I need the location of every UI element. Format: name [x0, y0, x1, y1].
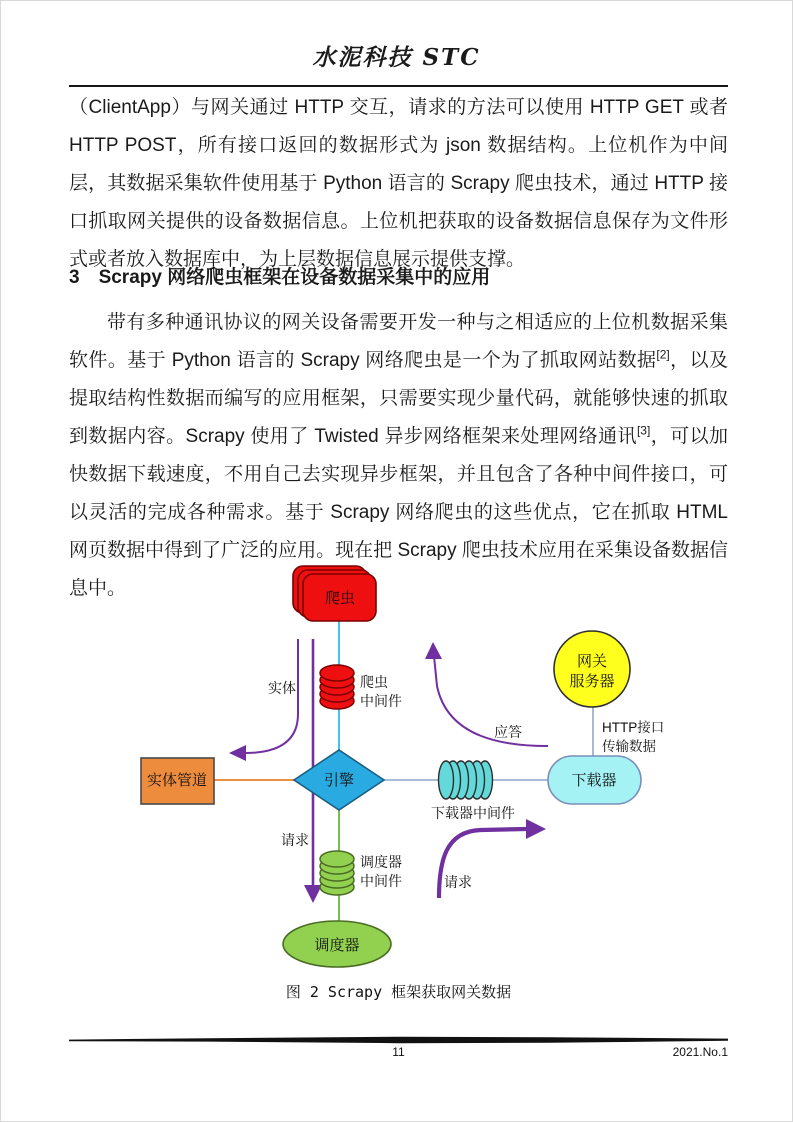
scrapy-framework-diagram — [1, 556, 793, 981]
gateway-label-line1: 网关 — [576, 653, 608, 670]
header-rule — [69, 85, 728, 87]
request-up-arrowhead — [526, 819, 546, 839]
footer-rule — [69, 1035, 728, 1045]
reference-marker-3: [3] — [636, 423, 651, 438]
downloader-label: 下载器 — [571, 772, 617, 789]
item-pipeline-label: 实体管道 — [146, 772, 208, 789]
scheduler-label: 调度器 — [314, 937, 360, 954]
scheduler-middleware-label-line1: 调度器 — [360, 854, 402, 870]
http-label-line2: 传输数据 — [602, 739, 656, 754]
issue-label: 2021.No.1 — [672, 1045, 728, 1059]
page-number: 11 — [392, 1045, 405, 1059]
gateway-label-line2: 服务器 — [569, 673, 615, 690]
response-arrowhead — [425, 642, 442, 659]
figure-caption: 图 2 Scrapy 框架获取网关数据 — [285, 983, 512, 1001]
footer — [69, 1045, 728, 1061]
item-flow-arrowhead — [229, 745, 246, 761]
engine-label: 引擎 — [323, 772, 355, 789]
spider-label: 爬虫 — [324, 590, 356, 607]
response-arrow — [434, 656, 548, 746]
item-flow-label: 实体 — [268, 680, 296, 696]
spider-middleware-label-line2: 中间件 — [360, 693, 402, 709]
downloader-middleware-label: 下载器中间件 — [431, 805, 515, 821]
http-label-line1: HTTP接口 — [602, 720, 665, 735]
paragraph-1 — [69, 89, 728, 279]
spider-middleware-label-line1: 爬虫 — [360, 674, 388, 690]
paragraph-2-text-b: ，以及提取结构性数据而编写的应用框架，只需要实现少量代码，就能够快速的抓取到数据内容。Scrapy 使用了 Twisted 异步网络框架来处理网络通讯 — [69, 350, 728, 447]
request-down-label: 请求 — [281, 832, 309, 848]
section-heading: 3 Scrapy 网络爬虫框架在设备数据采集中的应用 — [69, 267, 491, 288]
reference-marker-2: [2] — [656, 347, 670, 362]
scheduler-middleware-label-line2: 中间件 — [360, 873, 402, 889]
journal-header-title: 水泥科技 STC — [312, 44, 481, 71]
scrapy-framework-figure — [1, 556, 793, 981]
scheduler-middleware-node — [320, 851, 354, 895]
downloader-middleware-node — [439, 761, 493, 799]
paragraph-1-text: （ClientApp）与网关通过 HTTP 交互，请求的方法可以使用 HTTP GET 或者 HTTP POST，所有接口返回的数据形式为 json 数据结构。上位机作为中间层，其数据采集软件使用基于 Python 语言的 Scrapy 爬虫技术，通过 HTTP 接口抓取网关提供的设备数据信息。上位机把获取的设备数据信息保存为文件形式或者放入数据库中，为上层数据信息展示提供支撑。 — [69, 97, 728, 270]
spider-middleware-node — [320, 665, 354, 709]
request-up-label: 请求 — [444, 874, 472, 890]
paragraph-2-text-a: 带有多种通讯协议的网关设备需要开发一种与之相适应的上位机数据采集软件。基于 Python 语言的 Scrapy 网络爬虫是一个为了抓取网站数据 — [69, 312, 728, 371]
response-label: 应答 — [494, 724, 522, 740]
item-flow-arrow — [245, 639, 298, 753]
paragraph-2-text-c: ，可以加快数据下载速度，不用自己去实现异步框架，并且包含了各种中间件接口，可以灵活的完成各种需求。基于 Scrapy 网络爬虫的这些优点，它在抓取 HTML 网页数据中得到了广泛的应用。现在把 Scrapy 爬虫技术应用在采集设备数据信息中。 — [69, 426, 728, 599]
